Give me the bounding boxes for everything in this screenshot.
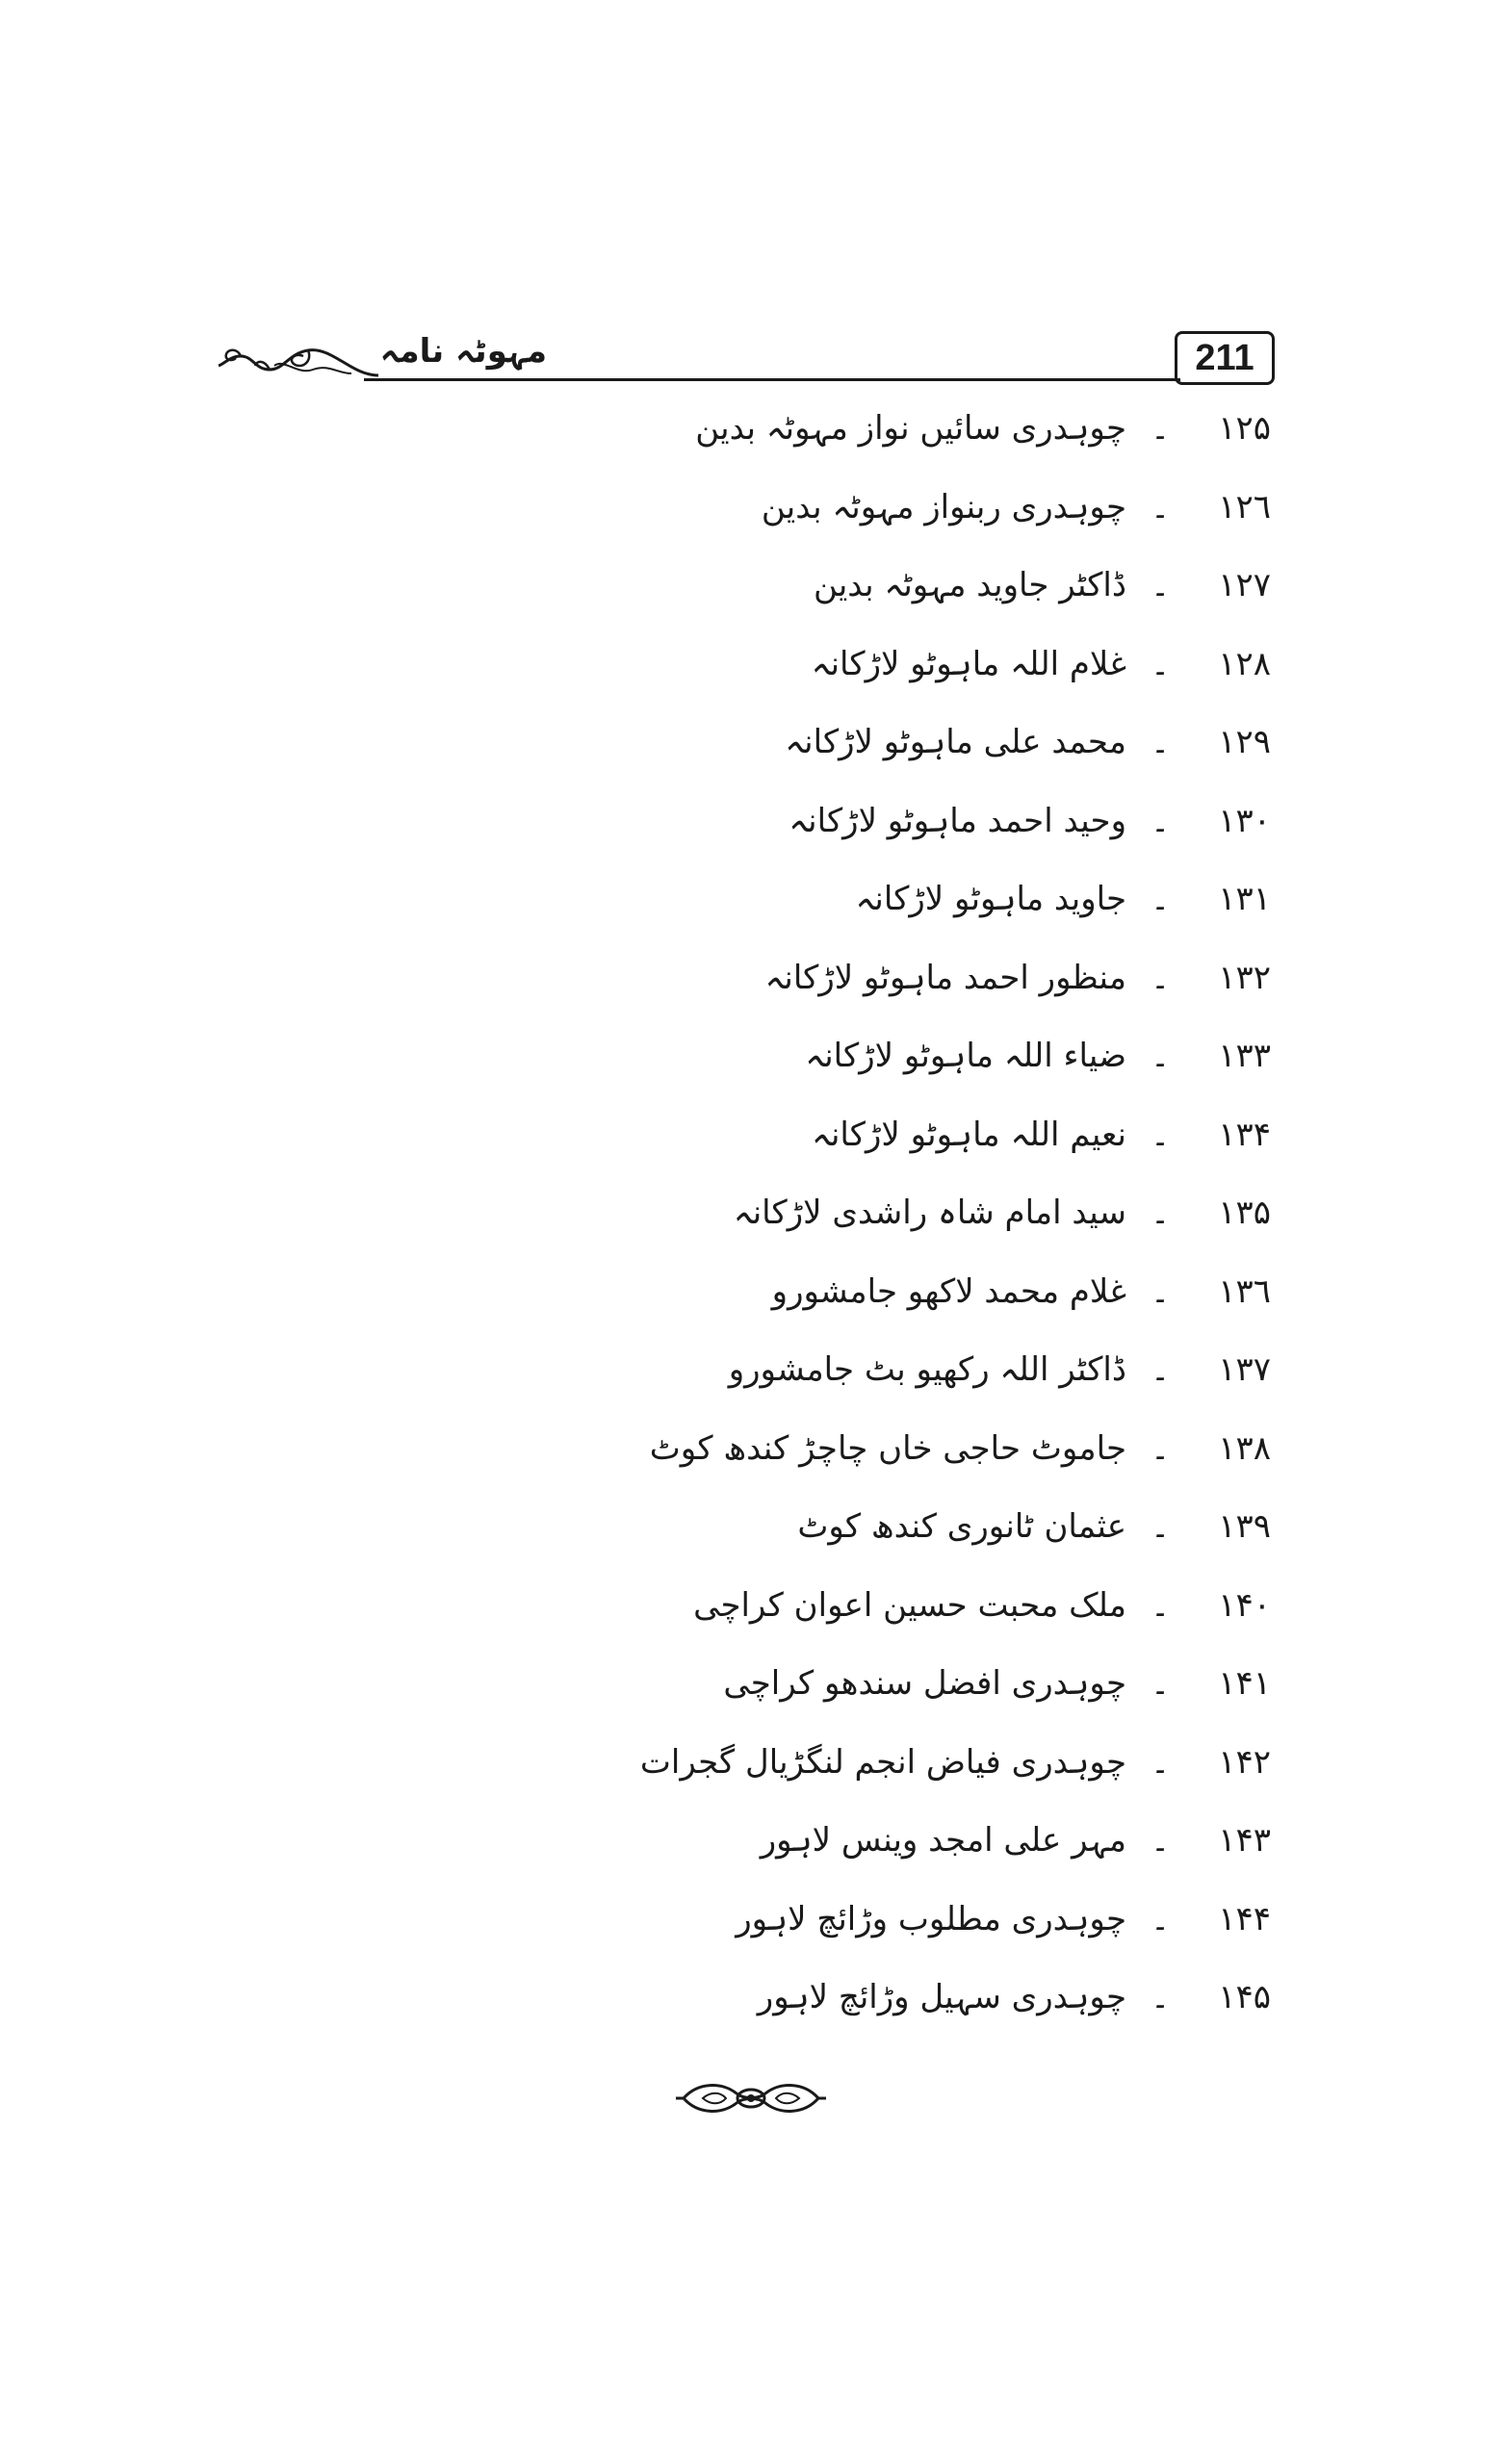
entry-name: چوہدری فیاض انجم لنگڑیال گجرات	[639, 1742, 1126, 1782]
entry-number: ١٣٠	[1218, 801, 1271, 840]
entry-number: ١٣۵	[1218, 1194, 1271, 1232]
list-item	[289, 1729, 1271, 1808]
entry-number: ١۴۴	[1218, 1899, 1271, 1938]
entry-separator: ۔	[1151, 801, 1170, 840]
entry-number: ١۴٠	[1218, 1585, 1271, 1625]
entry-name: چوہدری ربنواز مہوٹہ بدین	[761, 487, 1126, 526]
entry-separator: ۔	[1151, 880, 1170, 918]
list-item	[289, 1650, 1271, 1729]
page-number: 211	[1175, 331, 1275, 385]
list-item	[289, 630, 1271, 709]
list-item	[289, 1101, 1271, 1180]
list-item	[289, 1415, 1271, 1494]
entry-separator: ۔	[1151, 409, 1170, 448]
list-item	[289, 1886, 1271, 1964]
entry-separator: ۔	[1151, 644, 1170, 683]
entry-name: مہر علی امجد وینس لاہور	[760, 1821, 1126, 1860]
entry-number: ١۴۵	[1218, 1978, 1271, 2016]
entry-number: ١٣٢	[1218, 958, 1271, 997]
entry-number: ١٢٦	[1218, 487, 1271, 526]
entry-name: جاوید ماہوٹو لاڑکانہ	[855, 880, 1126, 918]
name-list	[289, 395, 1271, 2042]
entry-number: ١۴٣	[1218, 1821, 1271, 1860]
running-title: مہوٹہ نامہ	[379, 332, 547, 371]
entry-separator: ۔	[1151, 1428, 1170, 1468]
list-item	[289, 1807, 1271, 1886]
entry-name: جاموٹ حاجی خاں چاچڑ کندھ کوٹ	[649, 1428, 1126, 1468]
entry-separator: ۔	[1151, 1899, 1170, 1938]
entry-separator: ۔	[1151, 1664, 1170, 1703]
entry-number: ١٣٩	[1218, 1507, 1271, 1546]
list-item	[289, 1964, 1271, 2042]
ornament-icon	[674, 2074, 828, 2122]
entry-name: غلام اللہ ماہوٹو لاڑکانہ	[811, 644, 1126, 683]
entry-name: ضیاء اللہ ماہوٹو لاڑکانہ	[805, 1037, 1126, 1075]
entry-number: ١٢۵	[1218, 409, 1271, 448]
entry-separator: ۔	[1151, 1585, 1170, 1625]
entry-name: ڈاکٹر اللہ رکھیو بٹ جامشورو	[728, 1350, 1126, 1389]
entry-number: ١٢٧	[1218, 566, 1271, 604]
entry-separator: ۔	[1151, 1350, 1170, 1389]
list-item	[289, 1336, 1271, 1415]
entry-separator: ۔	[1151, 1194, 1170, 1232]
entry-name: نعیم اللہ ماہوٹو لاڑکانہ	[812, 1115, 1126, 1154]
list-item	[289, 944, 1271, 1023]
entry-name: منظور احمد ماہوٹو لاڑکانہ	[764, 958, 1126, 997]
list-item	[289, 1179, 1271, 1258]
list-item	[289, 1022, 1271, 1101]
entry-separator: ۔	[1151, 1507, 1170, 1546]
list-item	[289, 1493, 1271, 1572]
entry-number: ١۴٢	[1218, 1742, 1271, 1782]
entry-number: ١٣١	[1218, 880, 1271, 918]
entry-name: سید امام شاہ راشدی لاڑکانہ	[733, 1194, 1126, 1232]
entry-name: چوہدری مطلوب وڑائچ لاہور	[736, 1899, 1126, 1938]
list-item	[289, 1258, 1271, 1337]
entry-separator: ۔	[1151, 1742, 1170, 1782]
list-item	[289, 395, 1271, 474]
entry-number: ١٣۴	[1218, 1115, 1271, 1154]
entry-number: ١٣٧	[1218, 1350, 1271, 1389]
list-item	[289, 865, 1271, 944]
entry-separator: ۔	[1151, 566, 1170, 604]
header-rule	[364, 378, 1180, 381]
list-item	[289, 474, 1271, 552]
list-item	[289, 1572, 1271, 1651]
entry-number: ١٢٩	[1218, 723, 1271, 761]
entry-number: ١٣٨	[1218, 1428, 1271, 1468]
entry-separator: ۔	[1151, 1037, 1170, 1075]
entry-name: ڈاکٹر جاوید مہوٹہ بدین	[813, 566, 1126, 604]
entry-name: چوہدری سہیل وڑائچ لاہور	[757, 1978, 1126, 2016]
flourish-icon	[217, 337, 380, 381]
entry-name: محمد علی ماہوٹو لاڑکانہ	[785, 723, 1126, 761]
entry-name: چوہدری افضل سندھو کراچی	[723, 1664, 1126, 1703]
entry-number: ١٢٨	[1218, 644, 1271, 683]
entry-separator: ۔	[1151, 1978, 1170, 2016]
entry-separator: ۔	[1151, 487, 1170, 526]
entry-number: ١٣٦	[1218, 1271, 1271, 1311]
entry-name: عثمان ٹانوری کندھ کوٹ	[797, 1507, 1126, 1546]
entry-separator: ۔	[1151, 1271, 1170, 1311]
entry-name: غلام محمد لاکھو جامشورو	[771, 1271, 1126, 1311]
entry-name: ملک محبت حسین اعوان کراچی	[693, 1585, 1126, 1625]
entry-separator: ۔	[1151, 1115, 1170, 1154]
list-item	[289, 787, 1271, 866]
list-item	[289, 708, 1271, 787]
entry-separator: ۔	[1151, 723, 1170, 761]
entry-name: وحید احمد ماہوٹو لاڑکانہ	[789, 801, 1126, 840]
entry-number: ١۴١	[1218, 1664, 1271, 1703]
entry-separator: ۔	[1151, 958, 1170, 997]
list-item	[289, 552, 1271, 630]
entry-name: چوہدری سائیں نواز مہوٹہ بدین	[695, 409, 1126, 448]
entry-separator: ۔	[1151, 1821, 1170, 1860]
entry-number: ١٣٣	[1218, 1037, 1271, 1075]
